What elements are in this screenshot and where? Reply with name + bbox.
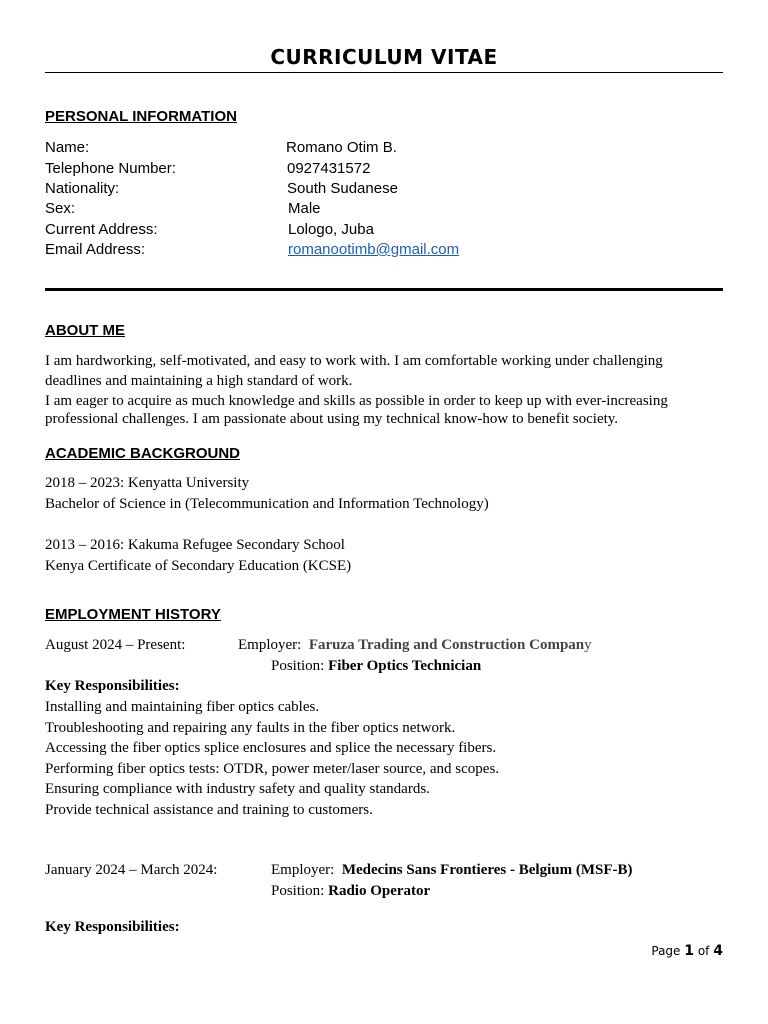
email-label: Email Address:: [45, 241, 146, 258]
employer-name-tail: y: [584, 637, 592, 653]
employer-label: Employer:: [271, 862, 335, 878]
page-number: [651, 943, 723, 959]
academic-detail: Kenya Certificate of Secondary Education (KCSE): [45, 558, 352, 574]
job-employer: [238, 637, 592, 654]
nationality-label: Nationality:: [45, 180, 120, 197]
academic-detail: Bachelor of Science in (Telecommunication and Information Technology): [45, 496, 489, 512]
name-value: Romano Otim B.: [286, 139, 397, 156]
employment-heading: EMPLOYMENT HISTORY: [45, 606, 221, 623]
page-word: Page: [651, 944, 681, 958]
of-word: of: [697, 944, 710, 958]
responsibility-item: Installing and maintaining fiber optics cables.: [45, 699, 320, 715]
job-period: August 2024 – Present:: [45, 637, 186, 653]
job-position: [271, 658, 481, 675]
academic-heading: ACADEMIC BACKGROUND: [45, 445, 240, 462]
responsibilities-heading: Key Responsibilities:: [45, 678, 180, 694]
phone-value: 0927431572: [287, 160, 371, 177]
employer-name: Faruza Trading and Construction Compan: [308, 637, 585, 653]
about-line: I am hardworking, self-motivated, and easy to work with. I am comfortable working under challenging: [45, 353, 663, 369]
total-pages: 4: [713, 943, 723, 959]
current-page: 1: [684, 943, 695, 959]
employer-label: Employer:: [238, 637, 302, 653]
about-line: deadlines and maintaining a high standard of work.: [45, 373, 353, 389]
responsibility-item: Accessing the fiber optics splice enclosures and splice the necessary fibers.: [45, 740, 497, 756]
job-position: [271, 883, 430, 900]
position-label: Position:: [271, 658, 325, 674]
about-heading: ABOUT ME: [45, 322, 125, 339]
job-employer: [271, 862, 633, 879]
academic-period: 2013 – 2016: Kakuma Refugee Secondary School: [45, 537, 345, 553]
address-label: Current Address:: [45, 221, 158, 238]
responsibility-item: Provide technical assistance and training to customers.: [45, 802, 373, 818]
responsibility-item: Performing fiber optics tests: OTDR, power meter/laser source, and scopes.: [45, 761, 500, 777]
personal-info-heading: PERSONAL INFORMATION: [45, 108, 237, 125]
position-label: Position:: [271, 883, 325, 899]
employer-name: Medecins Sans Frontieres - Belgium (MSF-B): [341, 862, 633, 878]
job-period: January 2024 – March 2024:: [45, 862, 218, 878]
about-line: I am eager to acquire as much knowledge and skills as possible in order to keep up with ever-increasing: [45, 393, 668, 409]
sex-label: Sex:: [45, 200, 76, 217]
document-title: CURRICULUM VITAE: [270, 45, 498, 69]
position-title: Radio Operator: [328, 883, 431, 899]
responsibility-item: Troubleshooting and repairing any faults in the fiber optics network.: [45, 720, 456, 736]
title-divider: [45, 72, 723, 73]
sex-value: Male: [288, 200, 321, 217]
academic-period: 2018 – 2023: Kenyatta University: [45, 475, 250, 491]
phone-label: Telephone Number:: [45, 160, 176, 177]
address-value: Lologo, Juba: [288, 221, 374, 238]
email-link[interactable]: romanootimb@gmail.com: [288, 241, 460, 258]
position-title: Fiber Optics Technician: [328, 658, 482, 674]
name-label: Name:: [45, 139, 90, 156]
nationality-value: South Sudanese: [287, 180, 398, 197]
about-line: professional challenges. I am passionate about using my technical know-how to benefit society.: [45, 411, 619, 427]
section-divider: [45, 288, 723, 291]
responsibility-item: Ensuring compliance with industry safety and quality standards.: [45, 781, 430, 797]
responsibilities-heading: Key Responsibilities:: [45, 919, 180, 935]
